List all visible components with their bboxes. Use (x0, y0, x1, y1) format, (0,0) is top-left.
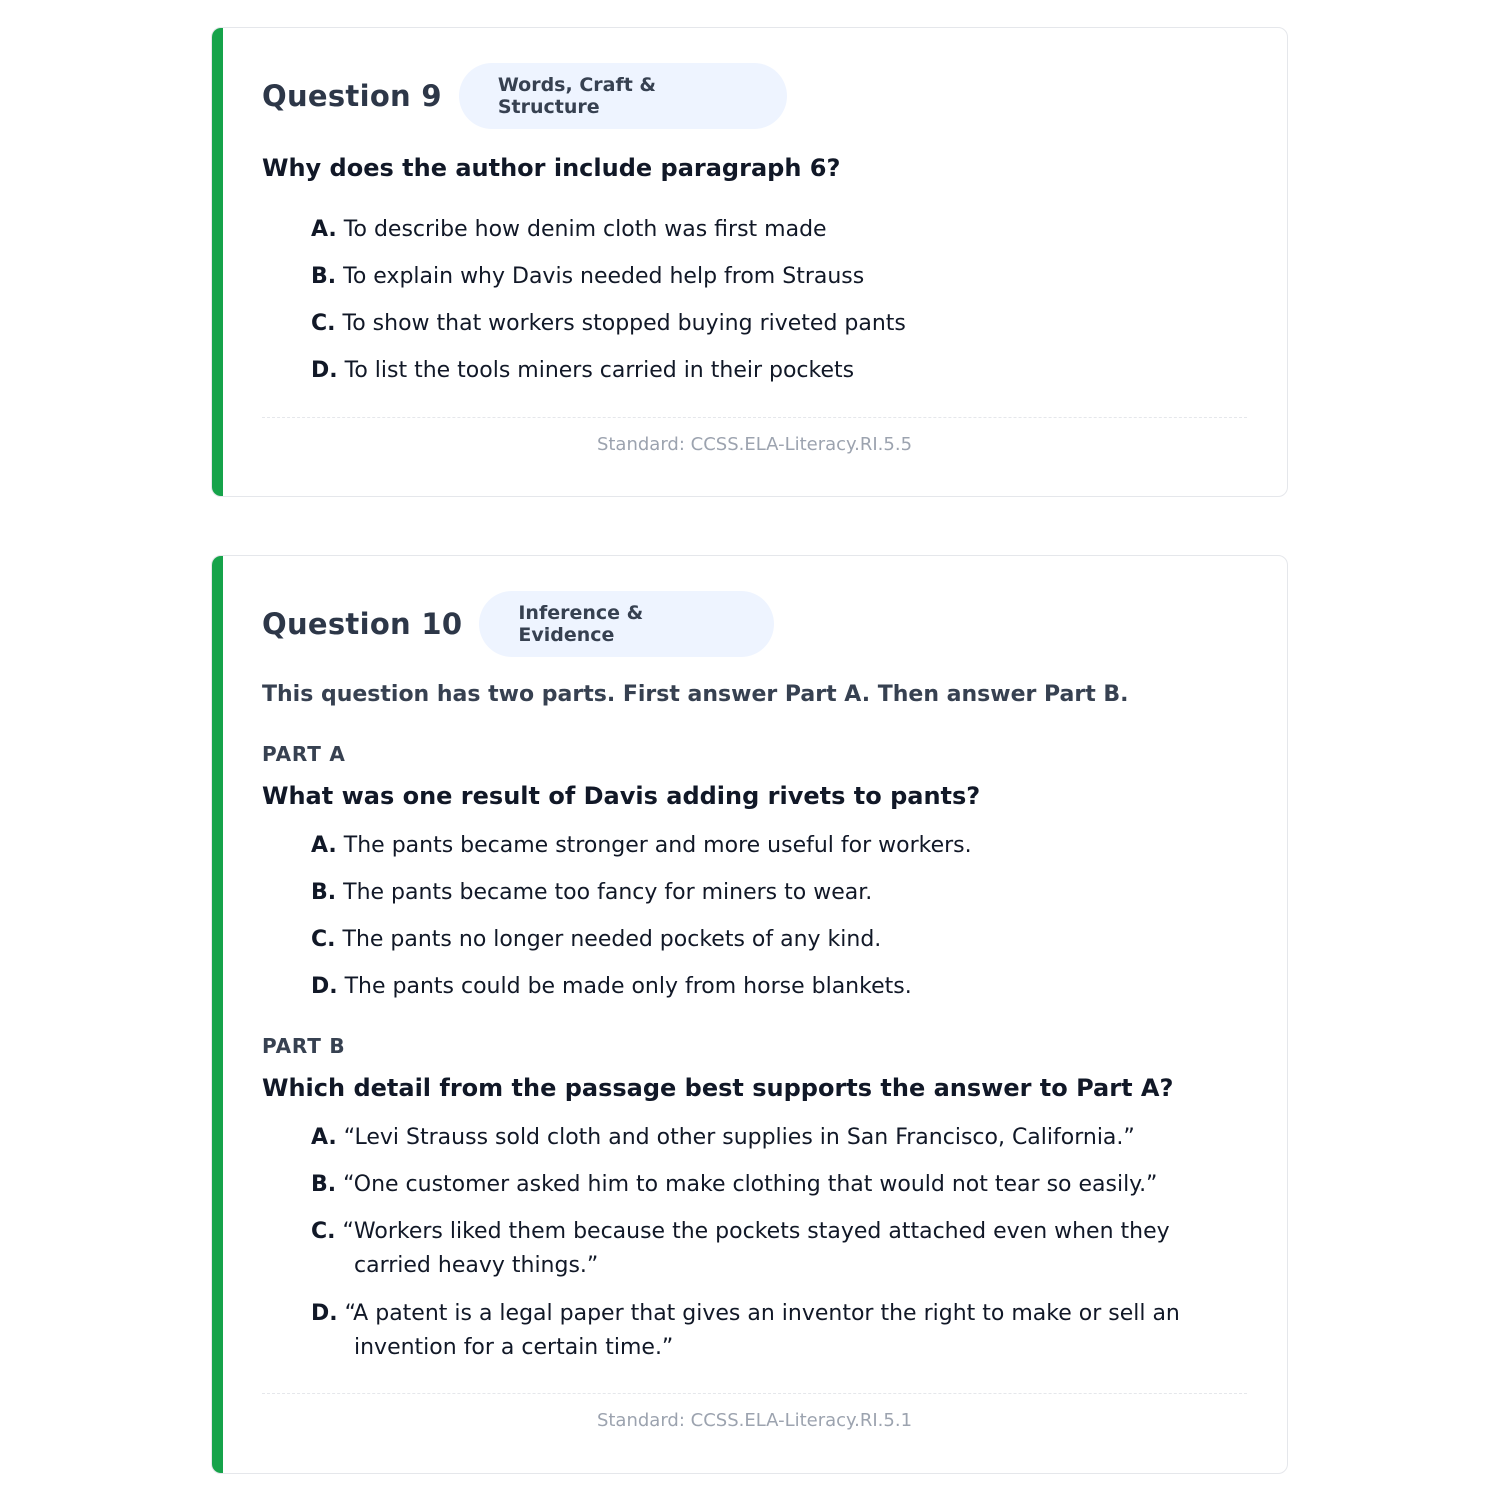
question-title: Question 10 (262, 607, 463, 641)
choice-letter: A. (311, 217, 337, 242)
choice-text: The pants could be made only from horse blankets. (337, 974, 912, 999)
choice-letter: C. (311, 311, 336, 336)
choice-text: To list the tools miners carried in their pockets (337, 358, 855, 383)
question-card-9 (211, 27, 1288, 497)
question-card-10 (211, 555, 1288, 1474)
choice-text: The pants no longer needed pockets of any kind. (335, 927, 882, 952)
choice-text: To explain why Davis needed help from Strauss (336, 264, 865, 289)
part-a-choice-c[interactable] (311, 923, 881, 957)
question-title: Question 9 (262, 79, 442, 113)
choice-letter: D. (311, 1301, 338, 1326)
part-b-label: PART B (262, 1034, 346, 1058)
part-a-choice-d[interactable] (311, 970, 912, 1004)
category-badge: Words, Craft & Structure (459, 63, 787, 129)
card-accent-bar (212, 28, 223, 496)
part-a-choice-b[interactable] (311, 876, 872, 910)
part-a-label: PART A (262, 742, 346, 766)
choice-text: “Workers liked them because the pockets stayed attached even when they carried heavy things.” (335, 1219, 1170, 1278)
card-accent-bar (212, 556, 223, 1473)
part-b-stem: Which detail from the passage best supports the answer to Part A? (262, 1074, 1174, 1102)
part-b-choice-a[interactable] (311, 1121, 1241, 1155)
choice-text: The pants became stronger and more useful for workers. (336, 833, 972, 858)
choice-text: The pants became too fancy for miners to wear. (336, 880, 873, 905)
part-b-choice-b[interactable] (311, 1168, 1241, 1202)
question-header (262, 63, 787, 129)
question-instructions: This question has two parts. First answer Part A. Then answer Part B. (262, 682, 1129, 707)
answer-choice-b[interactable] (311, 260, 864, 294)
part-b-choice-c[interactable] (311, 1215, 1241, 1283)
answer-choice-a[interactable] (311, 213, 827, 247)
answer-choice-d[interactable] (311, 354, 854, 388)
choice-text: “Levi Strauss sold cloth and other supplies in San Francisco, California.” (336, 1125, 1135, 1150)
choice-text: To describe how denim cloth was first made (336, 217, 827, 242)
choice-letter: B. (311, 1172, 337, 1197)
choice-letter: D. (311, 974, 338, 999)
choice-text: “A patent is a legal paper that gives an inventor the right to make or sell an invention for a certain time.” (337, 1301, 1180, 1360)
standard-label: Standard: CCSS.ELA-Literacy.RI.5.5 (596, 434, 913, 455)
choice-letter: B. (311, 264, 337, 289)
part-b-choice-d[interactable] (311, 1297, 1241, 1365)
category-badge: Inference & Evidence (479, 591, 774, 657)
answer-choice-c[interactable] (311, 307, 906, 341)
part-a-choice-a[interactable] (311, 829, 972, 863)
card-divider (262, 417, 1247, 418)
choice-letter: C. (311, 1219, 336, 1244)
choice-letter: D. (311, 358, 338, 383)
choice-letter: A. (311, 833, 337, 858)
choice-text: “One customer asked him to make clothing that would not tear so easily.” (336, 1172, 1158, 1197)
question-header (262, 591, 774, 657)
choice-text: To show that workers stopped buying riveted pants (335, 311, 906, 336)
choice-letter: A. (311, 1125, 337, 1150)
part-a-stem: What was one result of Davis adding rivets to pants? (262, 782, 981, 810)
choice-letter: C. (311, 927, 336, 952)
question-stem: Why does the author include paragraph 6? (262, 154, 841, 182)
standard-label: Standard: CCSS.ELA-Literacy.RI.5.1 (596, 1410, 913, 1431)
choice-letter: B. (311, 880, 337, 905)
card-divider (262, 1393, 1247, 1394)
